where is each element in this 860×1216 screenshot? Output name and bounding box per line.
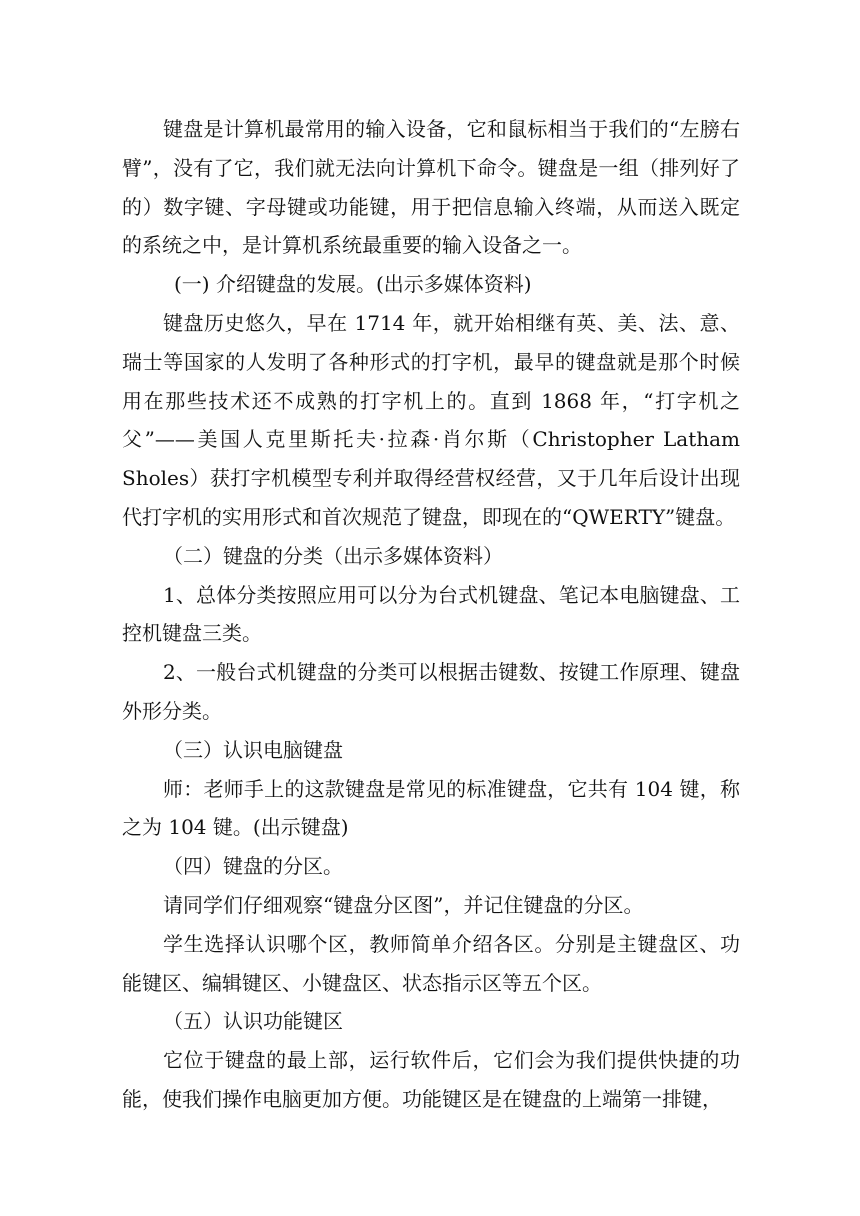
intro-paragraph: 键盘是计算机最常用的输入设备，它和鼠标相当于我们的“左膀右臂”，没有了它，我们就无法向计算机下命令。键盘是一组（排列好了的）数字键、字母键或功能键，用于把信息输入终端，从而送入既定的系统之中，是计算机系统最重要的输入设备之一。 <box>122 117 740 258</box>
zones-paragraph-2: 学生选择认识哪个区，教师简单介绍各区。分别是主键盘区、功能键区、编辑键区、小键盘区、状态指示区等五个区。 <box>122 931 740 995</box>
document-page <box>122 110 740 1119</box>
function-keys-paragraph: 它位于键盘的最上部，运行软件后，它们会为我们提供快捷的功能，使我们操作电脑更加方便。功能键区是在键盘的上端第一排键， <box>122 1048 740 1111</box>
classification-paragraph-1: 1、总体分类按照应用可以分为台式机键盘、笔记本电脑键盘、工控机键盘三类。 <box>122 582 740 646</box>
section-heading-classification: （二）键盘的分类（出示多媒体资料） <box>163 543 503 568</box>
section-heading-function-keys: （五）认识功能键区 <box>163 1009 343 1034</box>
section-heading-history: (一) 介绍键盘的发展。(出示多媒体资料) <box>174 272 532 297</box>
section-heading-zones: （四）键盘的分区。 <box>163 854 343 879</box>
zones-paragraph-1: 请同学们仔细观察“键盘分区图”，并记住键盘的分区。 <box>163 892 644 917</box>
classification-paragraph-2: 2、一般台式机键盘的分类可以根据击键数、按键工作原理、键盘外形分类。 <box>122 660 740 723</box>
section-heading-keyboard: （三）认识电脑键盘 <box>163 737 343 762</box>
keyboard-paragraph: 师：老师手上的这款键盘是常见的标准键盘，它共有 104 键，称之为 104 键。(出示键盘) <box>122 776 740 840</box>
history-paragraph: 键盘历史悠久，早在 1714 年，就开始相继有英、美、法、意、瑞士等国家的人发明了各种形式的打字机，最早的键盘就是那个时候用在那些技术还不成熟的打字机上的。直到 1868 年，“打字机之父”——美国人克里斯托夫·拉森·肖尔斯（Christopher Latham Sholes）获打字机模型专利并取得经营权经营，又于几年后设计出现代打字机的实用形式和首次规范了键盘，即现在的“QWERTY”键盘。 <box>122 310 740 529</box>
